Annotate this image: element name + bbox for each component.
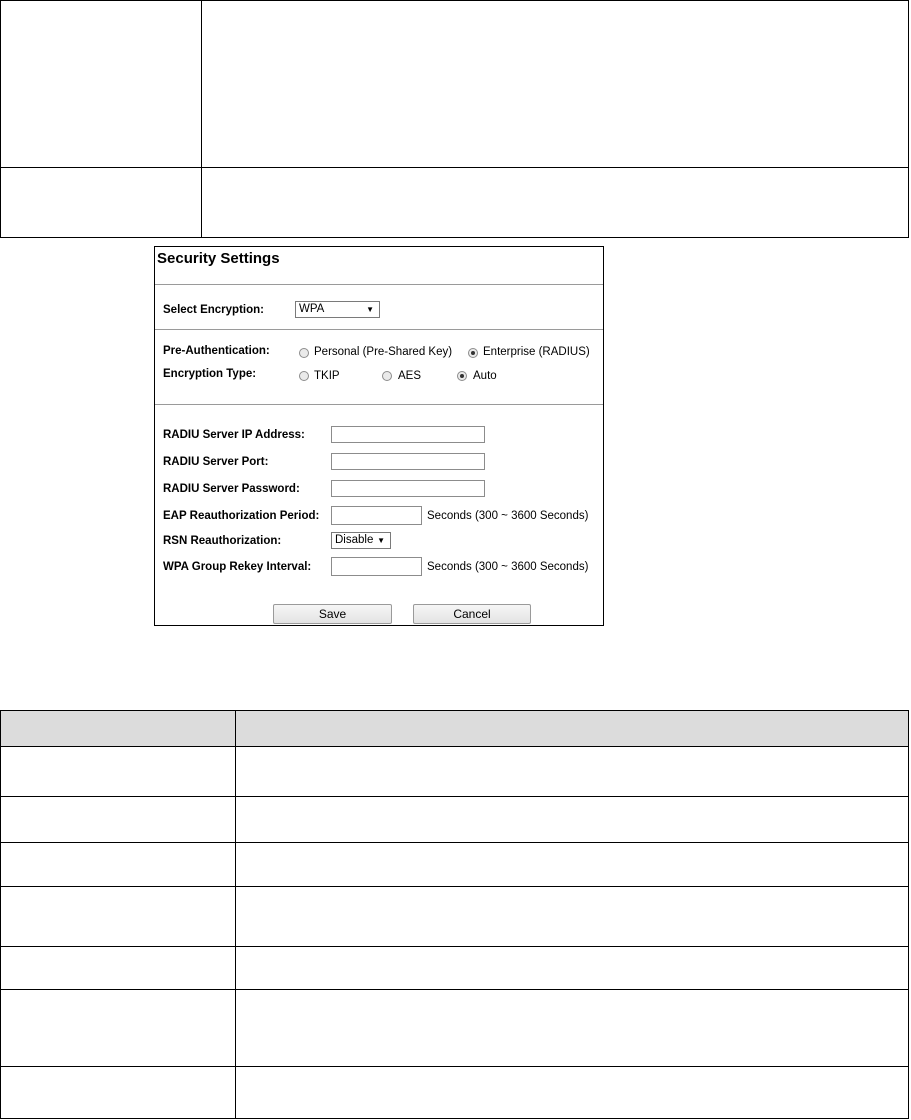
radius-ip-label: RADIU Server IP Address: — [163, 429, 305, 441]
radius-password-label: RADIU Server Password: — [163, 483, 300, 495]
encryption-select[interactable] — [295, 301, 380, 318]
radius-password-input[interactable] — [331, 480, 485, 497]
chevron-down-icon: ▼ — [377, 536, 385, 545]
radio-auto-label: Auto — [473, 370, 497, 382]
eap-period-label: EAP Reauthorization Period: — [163, 510, 320, 522]
divider — [155, 404, 603, 405]
bottom-doc-table — [0, 710, 909, 1119]
rsn-label: RSN Reauthorization: — [163, 535, 282, 547]
table-cell — [236, 1067, 909, 1119]
table-row — [1, 843, 909, 887]
table-cell — [1, 168, 202, 238]
wpa-rekey-hint: Seconds (300 ~ 3600 Seconds) — [427, 561, 589, 573]
table-cell — [236, 887, 909, 947]
table-cell — [1, 747, 236, 797]
rsn-select[interactable] — [331, 532, 391, 549]
table-row — [1, 747, 909, 797]
divider — [155, 329, 603, 330]
encryption-type-label: Encryption Type: — [163, 368, 257, 380]
table-cell — [1, 947, 236, 990]
wpa-rekey-input[interactable] — [331, 557, 422, 576]
radio-tkip[interactable] — [299, 371, 309, 381]
table-row — [1, 947, 909, 990]
table-cell — [1, 887, 236, 947]
chevron-down-icon: ▼ — [366, 305, 374, 314]
table-header-row — [1, 711, 909, 747]
table-row — [1, 990, 909, 1067]
select-encryption-label: Select Encryption: — [163, 304, 264, 316]
table-row — [1, 797, 909, 843]
eap-period-hint: Seconds (300 ~ 3600 Seconds) — [427, 510, 589, 522]
radio-personal-label: Personal (Pre-Shared Key) — [314, 346, 453, 358]
radio-aes[interactable] — [382, 371, 392, 381]
radio-auto[interactable] — [457, 371, 467, 381]
pre-authentication-label: Pre-Authentication: — [163, 345, 270, 357]
table-cell — [1, 1067, 236, 1119]
security-settings-panel — [154, 246, 604, 626]
table-header-cell — [236, 711, 909, 747]
radio-aes-label: AES — [398, 370, 422, 382]
table-row — [1, 1067, 909, 1119]
encryption-select-value: WPA — [299, 303, 325, 315]
table-cell — [1, 990, 236, 1067]
radius-port-input[interactable] — [331, 453, 485, 470]
top-doc-table — [0, 0, 909, 238]
table-cell — [236, 947, 909, 990]
radio-enterprise-label: Enterprise (RADIUS) — [483, 346, 590, 358]
cancel-button[interactable]: Cancel — [413, 604, 531, 624]
table-cell — [202, 1, 909, 168]
divider — [155, 284, 603, 285]
table-row — [1, 168, 909, 238]
table-row — [1, 887, 909, 947]
table-cell — [1, 843, 236, 887]
table-row — [1, 1, 909, 168]
radio-enterprise[interactable] — [468, 348, 478, 358]
table-header-cell — [1, 711, 236, 747]
table-cell — [236, 747, 909, 797]
table-cell — [236, 990, 909, 1067]
radius-port-label: RADIU Server Port: — [163, 456, 269, 468]
eap-period-input[interactable] — [331, 506, 422, 525]
rsn-select-value: Disable — [335, 534, 374, 546]
table-cell — [1, 797, 236, 843]
table-cell — [202, 168, 909, 238]
radius-ip-input[interactable] — [331, 426, 485, 443]
panel-title: Security Settings — [157, 250, 280, 267]
radio-personal[interactable] — [299, 348, 309, 358]
radio-tkip-label: TKIP — [314, 370, 340, 382]
save-button[interactable]: Save — [273, 604, 392, 624]
table-cell — [236, 843, 909, 887]
table-cell — [236, 797, 909, 843]
wpa-rekey-label: WPA Group Rekey Interval: — [163, 561, 312, 573]
table-cell — [1, 1, 202, 168]
